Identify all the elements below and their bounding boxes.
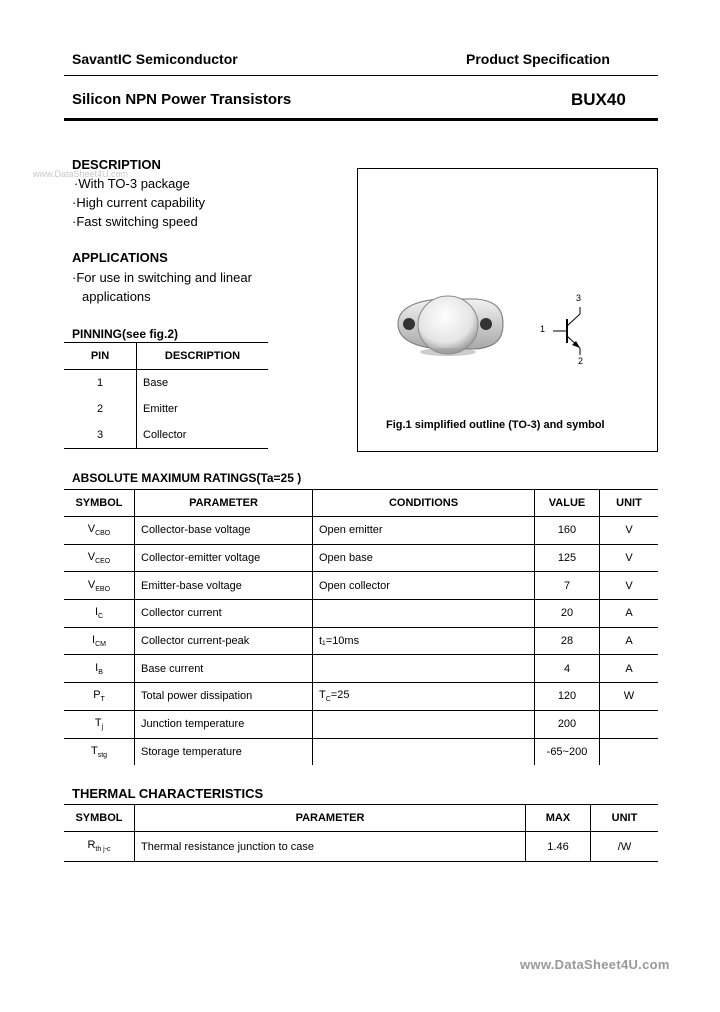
symbol-letter: R xyxy=(87,839,96,852)
unit-cell xyxy=(600,710,659,738)
symbol-subscript: B xyxy=(98,668,103,676)
value-cell: 28 xyxy=(535,627,600,655)
condition-subscript: C xyxy=(325,696,331,704)
col-header-conditions: CONDITIONS xyxy=(313,490,535,517)
conditions-cell xyxy=(313,517,535,545)
value-cell: 120 xyxy=(535,683,600,711)
symbol-cell xyxy=(64,627,135,655)
col-header-symbol: SYMBOL xyxy=(64,805,135,832)
col-header-value: VALUE xyxy=(535,490,600,517)
symbol-cell xyxy=(64,683,135,711)
conditions-cell xyxy=(313,572,535,600)
abs-max-table xyxy=(64,489,658,765)
applications-line: applications xyxy=(82,289,151,304)
conditions-cell xyxy=(313,544,535,572)
figure-caption: Fig.1 simplified outline (TO-3) and symbol xyxy=(386,419,605,431)
symbol-cell xyxy=(64,738,135,765)
abs-max-title: ABSOLUTE MAXIMUM RATINGS(Ta=25 ) xyxy=(72,471,302,485)
parameter-cell: Storage temperature xyxy=(135,738,313,765)
thermal-table xyxy=(64,804,658,862)
conditions-cell xyxy=(313,710,535,738)
symbol-letter: T xyxy=(94,717,102,730)
value-cell: 7 xyxy=(535,572,600,600)
value-cell: -65~200 xyxy=(535,738,600,765)
unit-cell: W xyxy=(600,683,659,711)
value-cell: 4 xyxy=(535,655,600,683)
product-line: Silicon NPN Power Transistors xyxy=(72,91,292,108)
symbol-letter: V xyxy=(87,550,96,563)
conditions-cell xyxy=(313,738,535,765)
condition-text: T xyxy=(319,689,326,702)
condition-text: Open emitter xyxy=(319,524,383,537)
symbol-subscript: C xyxy=(98,613,104,621)
unit-cell xyxy=(600,738,659,765)
footer-watermark: www.DataSheet4U.com xyxy=(520,957,670,972)
applications-title: APPLICATIONS xyxy=(72,250,168,265)
value-cell: 160 xyxy=(535,517,600,545)
condition-tail: =25 xyxy=(330,689,350,702)
parameter-cell: Thermal resistance junction to case xyxy=(135,832,526,862)
symbol-subscript: EBO xyxy=(95,585,111,593)
parameter-cell: Total power dissipation xyxy=(135,683,313,711)
symbol-letter: I xyxy=(94,606,98,619)
conditions-cell xyxy=(313,600,535,628)
condition-text: Open base xyxy=(319,552,373,565)
table-row xyxy=(64,370,268,397)
symbol-cell xyxy=(64,517,135,545)
applications-line: ·For use in switching and linear xyxy=(72,270,252,285)
symbol-cell xyxy=(64,544,135,572)
unit-cell: V xyxy=(600,544,659,572)
description-item: ·High current capability xyxy=(72,195,205,210)
symbol-cell xyxy=(64,655,135,683)
symbol-pin-label: 3 xyxy=(576,293,582,303)
value-cell: 200 xyxy=(535,710,600,738)
table-row xyxy=(64,832,658,862)
table-row xyxy=(64,600,658,628)
pinning-title: PINNING(see fig.2) xyxy=(72,327,179,341)
table-row xyxy=(64,422,268,449)
symbol-subscript: CBO xyxy=(95,530,111,538)
conditions-cell xyxy=(313,683,535,711)
company-name: SavantIC Semiconductor xyxy=(72,51,238,67)
table-row xyxy=(64,627,658,655)
pin-header: PIN xyxy=(64,343,137,370)
symbol-subscript: CM xyxy=(95,641,106,649)
max-cell: 1.46 xyxy=(526,832,591,862)
col-header-max: MAX xyxy=(526,805,591,832)
parameter-cell: Junction temperature xyxy=(135,710,313,738)
symbol-subscript: CEO xyxy=(95,558,111,566)
table-row xyxy=(64,396,268,422)
symbol-letter: I xyxy=(95,661,99,674)
condition-text: t₁=10ms xyxy=(319,635,360,648)
unit-cell: /W xyxy=(591,832,659,862)
table-row xyxy=(64,738,658,765)
col-header-unit: UNIT xyxy=(591,805,659,832)
part-number: BUX40 xyxy=(571,90,626,109)
value-cell: 20 xyxy=(535,600,600,628)
symbol-subscript: j xyxy=(101,724,104,732)
conditions-cell xyxy=(313,655,535,683)
symbol-letter: T xyxy=(90,744,98,757)
top-watermark: www.DataSheet4U.com xyxy=(33,169,129,179)
parameter-cell: Collector-emitter voltage xyxy=(135,544,313,572)
pin-desc-header: DESCRIPTION xyxy=(137,343,269,370)
description-title: DESCRIPTION xyxy=(72,157,161,172)
table-row xyxy=(64,572,658,600)
table-row xyxy=(64,683,658,711)
pin-description: Emitter xyxy=(143,403,178,415)
parameter-cell: Emitter-base voltage xyxy=(135,572,313,600)
pin-description: Base xyxy=(143,377,169,389)
symbol-letter: I xyxy=(92,634,96,646)
col-header-unit: UNIT xyxy=(600,490,659,517)
npn-transistor-symbol-icon xyxy=(358,169,657,409)
description-item: ·With TO-3 package xyxy=(74,176,190,191)
symbol-letter: P xyxy=(93,689,101,702)
doc-type: Product Specification xyxy=(466,51,610,67)
unit-cell: A xyxy=(600,655,659,683)
symbol-cell xyxy=(64,572,135,600)
table-row xyxy=(64,655,658,683)
header-rule-top xyxy=(64,75,658,76)
symbol-cell xyxy=(64,710,135,738)
unit-cell: V xyxy=(600,572,659,600)
condition-text: Open collector xyxy=(319,579,390,592)
col-header-symbol: SYMBOL xyxy=(64,490,135,517)
parameter-cell: Collector current-peak xyxy=(135,627,313,655)
col-header-parameter: PARAMETER xyxy=(135,490,313,517)
symbol-pin-label: 2 xyxy=(578,356,584,366)
table-row xyxy=(64,710,658,738)
figure-box xyxy=(357,168,658,452)
header-rule-bottom xyxy=(64,118,658,121)
pin-number: 1 xyxy=(64,370,137,397)
pin-number: 2 xyxy=(64,396,137,422)
symbol-cell xyxy=(64,600,135,628)
symbol-letter: V xyxy=(87,578,96,591)
unit-cell: V xyxy=(600,517,659,545)
table-row xyxy=(64,517,658,545)
symbol-cell xyxy=(64,832,135,862)
symbol-pin-label: 1 xyxy=(540,324,546,334)
symbol-letter: V xyxy=(87,523,96,536)
description-item: ·Fast switching speed xyxy=(72,214,198,229)
pin-description: Collector xyxy=(137,422,269,449)
thermal-title: THERMAL CHARACTERISTICS xyxy=(72,786,264,801)
parameter-cell: Collector-base voltage xyxy=(135,517,313,545)
unit-cell: A xyxy=(600,600,659,628)
unit-cell: A xyxy=(600,627,659,655)
parameter-cell: Base current xyxy=(135,655,313,683)
symbol-subscript: stg xyxy=(97,751,108,759)
pinning-table xyxy=(64,342,268,449)
table-row xyxy=(64,544,658,572)
symbol-subscript: th j-c xyxy=(95,846,111,854)
pin-number: 3 xyxy=(64,422,137,449)
conditions-cell xyxy=(313,627,535,655)
value-cell: 125 xyxy=(535,544,600,572)
col-header-parameter: PARAMETER xyxy=(135,805,526,832)
symbol-subscript: T xyxy=(100,696,105,704)
parameter-cell: Collector current xyxy=(135,600,313,628)
